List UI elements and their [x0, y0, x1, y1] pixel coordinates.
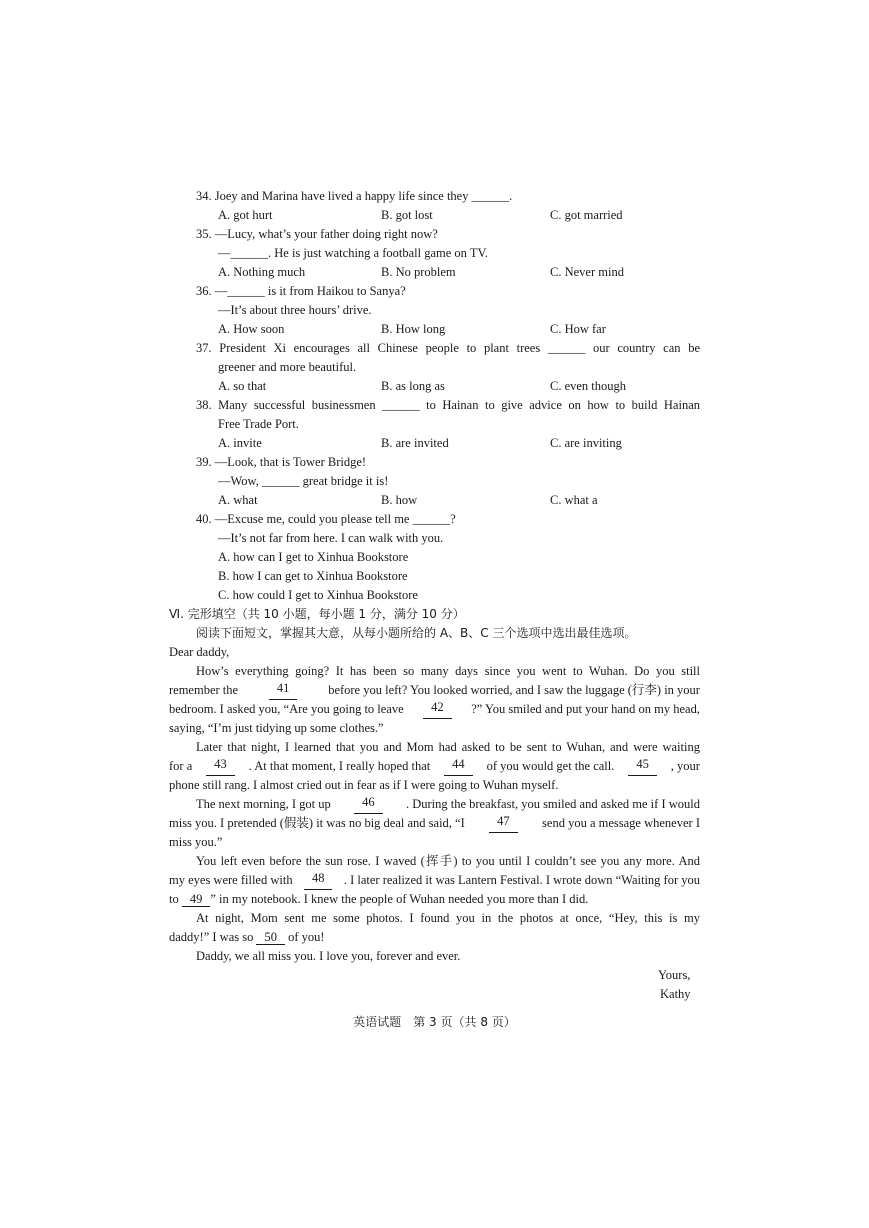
letter-text: miss you. I pretended (假装) it was no big deal and said, “I: [169, 816, 465, 830]
question-38-stem: 38. Many successful businessmen ______ to Hainan to give advice on how to build Hainan: [196, 398, 700, 412]
question-38-option-a: A. invite: [218, 436, 262, 450]
letter-text: daddy!” I was so: [169, 930, 254, 944]
letter-p4-line1: You left even before the sun rose. I waved (挥手) to you until I couldn’t see you any more. And: [196, 854, 700, 868]
letter-text: to: [169, 892, 179, 906]
question-39-stem: 39. —Look, that is Tower Bridge!: [196, 455, 367, 469]
question-38-option-b: B. are invited: [381, 436, 449, 450]
letter-p3-line2: [169, 814, 700, 833]
letter-text: for a: [169, 759, 193, 773]
letter-text: before you left? You looked worried, and I saw the luggage (行李) in your: [328, 683, 700, 697]
question-39-option-b: B. how: [381, 493, 418, 507]
letter-text: ” in my notebook. I knew the people of Wuhan needed you more than I did.: [210, 892, 589, 906]
section-instruction: 阅读下面短文，掌握其大意，从每小题所给的 A、B、C 三个选项中选出最佳选项。: [196, 626, 637, 640]
blank-46: 46: [354, 795, 383, 814]
question-39-option-c: C. what a: [550, 493, 598, 507]
question-38-option-c: C. are inviting: [550, 436, 622, 450]
letter-text: The next morning, I got up: [196, 797, 331, 811]
letter-p2-line2: [169, 757, 700, 776]
letter-p2-line3: phone still rang. I almost cried out in fear as if I were going to Wuhan myself.: [169, 778, 559, 792]
letter-p4-line3: [169, 890, 588, 909]
question-36-stem-reply: —It’s about three hours’ drive.: [218, 303, 372, 317]
section-heading: Ⅵ. 完形填空（共 10 小题，每小题 1 分，满分 10 分）: [169, 607, 465, 621]
question-37-option-c: C. even though: [550, 379, 627, 393]
question-39-option-a: A. what: [218, 493, 258, 507]
letter-p5-line1: At night, Mom sent me some photos. I found you in the photos at once, “Hey, this is my: [196, 911, 700, 925]
question-36-option-a: A. How soon: [218, 322, 285, 336]
blank-42: 42: [423, 700, 452, 719]
letter-p3-line3: miss you.”: [169, 835, 223, 849]
question-37-stem-cont: greener and more beautiful.: [218, 360, 357, 374]
question-36-stem: 36. —______ is it from Haikou to Sanya?: [196, 284, 406, 298]
question-40-stem-reply: —It’s not far from here. I can walk with you.: [218, 531, 444, 545]
letter-text: send you a message whenever I: [542, 816, 700, 830]
question-34-option-c: C. got married: [550, 208, 623, 222]
letter-p1-line2: [169, 681, 700, 700]
blank-43: 43: [206, 757, 235, 776]
question-34-option-b: B. got lost: [381, 208, 433, 222]
question-36-option-b: B. How long: [381, 322, 446, 336]
blank-44: 44: [444, 757, 473, 776]
letter-greeting: Dear daddy,: [169, 645, 230, 659]
letter-text: , your: [670, 759, 700, 773]
letter-p1-line4: saying, “I’m just tidying up some clothes.”: [169, 721, 384, 735]
blank-45: 45: [628, 757, 657, 776]
question-39-stem-reply: —Wow, ______ great bridge it is!: [218, 474, 389, 488]
letter-text: . At that moment, I really hoped that: [248, 759, 431, 773]
letter-p5-line2: [169, 928, 325, 947]
letter-p2-line1: Later that night, I learned that you and Mom had asked to be sent to Wuhan, and were waiting: [196, 740, 700, 754]
letter-signature: Kathy: [660, 987, 691, 1001]
question-36-option-c: C. How far: [550, 322, 606, 336]
question-35-option-b: B. No problem: [381, 265, 456, 279]
letter-text: remember the: [169, 683, 239, 697]
letter-p3-line1: [196, 795, 700, 814]
letter-p4-line2: [169, 871, 700, 890]
letter-p1-line1: How’s everything going? It has been so many days since you went to Wuhan. Do you still: [196, 664, 700, 678]
question-37-option-a: A. so that: [218, 379, 267, 393]
question-40-stem: 40. —Excuse me, could you please tell me ______?: [196, 512, 456, 526]
question-40-option-c: C. how could I get to Xinhua Bookstore: [218, 588, 418, 602]
question-40-option-a: A. how can I get to Xinhua Bookstore: [218, 550, 409, 564]
letter-text: . I later realized it was Lantern Festival. I wrote down “Waiting for you: [343, 873, 700, 887]
question-35-option-c: C. Never mind: [550, 265, 624, 279]
letter-text: ?” You smiled and put your hand on my head,: [471, 702, 700, 716]
question-34-option-a: A. got hurt: [218, 208, 273, 222]
blank-48: 48: [304, 871, 333, 890]
letter-text: bedroom. I asked you, “Are you going to leave: [169, 702, 404, 716]
question-37-stem: 37. President Xi encourages all Chinese people to plant trees ______ our country can be: [196, 341, 700, 355]
letter-text: . During the breakfast, you smiled and asked me if I would: [405, 797, 700, 811]
blank-49: 49: [182, 892, 211, 907]
question-34-stem: 34. Joey and Marina have lived a happy life since they ______.: [196, 189, 513, 203]
question-35-stem: 35. —Lucy, what’s your father doing right now?: [196, 227, 438, 241]
letter-p1-line3: [169, 700, 700, 719]
letter-p6: Daddy, we all miss you. I love you, forever and ever.: [196, 949, 461, 963]
letter-text: of you!: [288, 930, 325, 944]
question-40-option-b: B. how I can get to Xinhua Bookstore: [218, 569, 408, 583]
blank-50: 50: [256, 930, 285, 945]
blank-47: 47: [489, 814, 518, 833]
blank-41: 41: [269, 681, 298, 700]
question-38-stem-cont: Free Trade Port.: [218, 417, 299, 431]
page-footer: 英语试题 第 3 页（共 8 页）: [353, 1015, 516, 1029]
letter-closing: Yours,: [658, 968, 691, 982]
letter-text: of you would get the call.: [486, 759, 615, 773]
question-35-stem-reply: —______. He is just watching a football game on TV.: [218, 246, 488, 260]
letter-text: my eyes were filled with: [169, 873, 293, 887]
question-37-option-b: B. as long as: [381, 379, 445, 393]
question-35-option-a: A. Nothing much: [218, 265, 306, 279]
